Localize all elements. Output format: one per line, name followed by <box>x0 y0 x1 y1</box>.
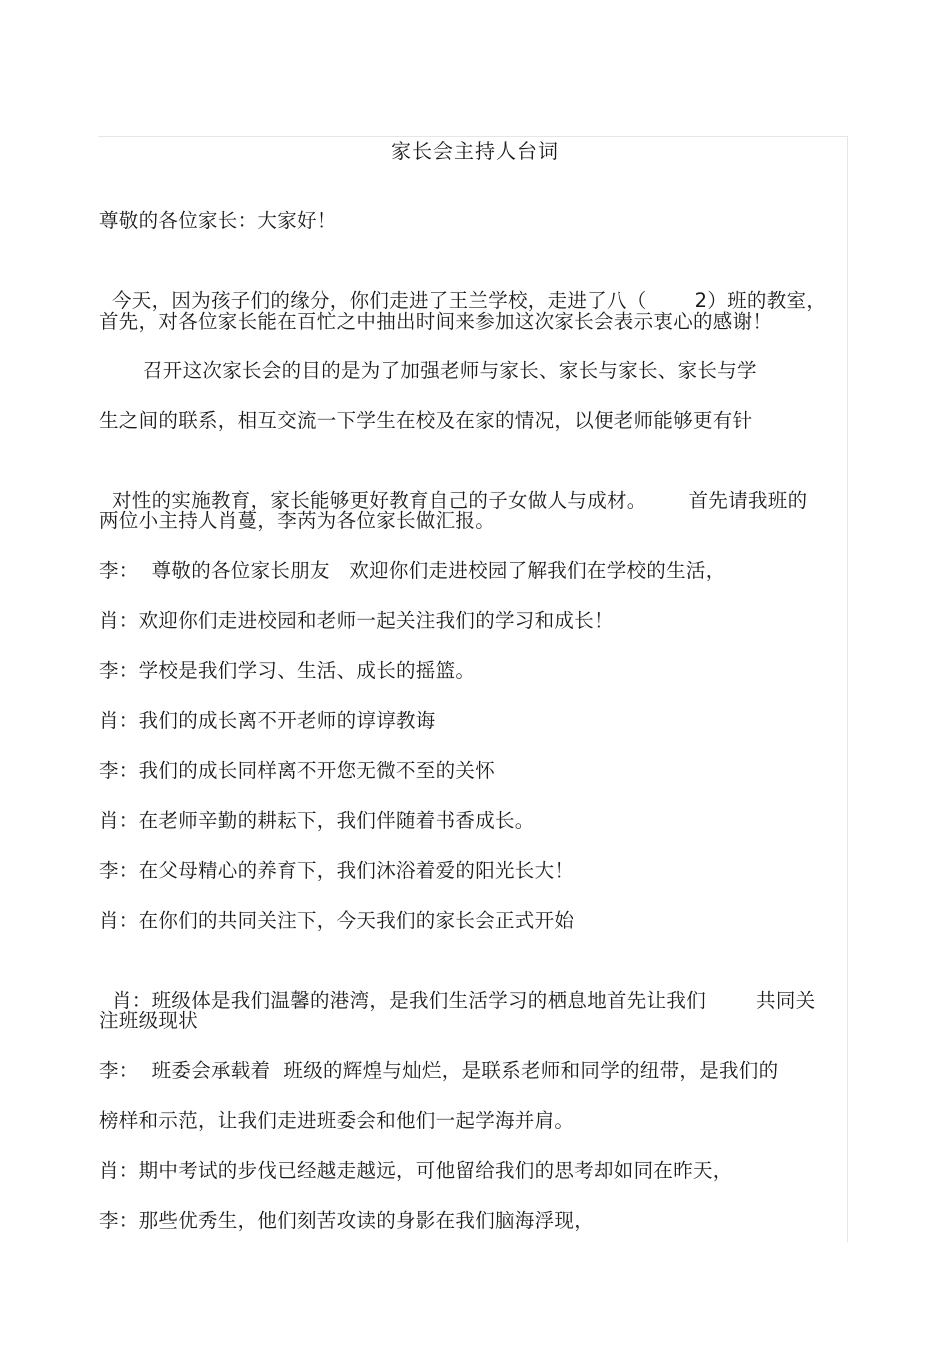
text-line: 肖：期中考试的步伐已经越走越远，可他留给我们的思考却如同在昨天， <box>99 1159 733 1182</box>
text-line <box>99 956 815 1016</box>
text-line: 李：那些优秀生，他们刻苦攻读的身影在我们脑海浮现， <box>99 1209 595 1232</box>
text-line: 李：我们的成长同样离不开您无微不至的关怀 <box>99 759 496 782</box>
text-line: 肖：我们的成长离不开老师的谆谆教诲 <box>99 709 436 732</box>
text-line: 李： 尊敬的各位家长朋友 欢迎你们走进校园了解我们在学校的生活， <box>99 559 726 582</box>
text-line: 肖：在你们的共同关注下，今天我们的家长会正式开始 <box>99 909 575 932</box>
text-line: 生之间的联系，相互交流一下学生在校及在家的情况，以便老师能够更有针 <box>99 409 753 432</box>
page-border-right <box>847 136 848 1242</box>
text-line: 肖：欢迎你们走进校园和老师一起关注我们的学习和成长！ <box>99 609 614 632</box>
text-line: 两位小主持人肖蔓，李芮为各位家长做汇报。 <box>99 509 496 532</box>
text-fragment: 首先请我班的 <box>688 489 808 512</box>
text-fragment: 今天，因为孩子们的缘分，你们走进了王兰学校，走进了八（ <box>112 289 647 312</box>
text-line: 李：在父母精心的养育下，我们沐浴着爱的阳光长大！ <box>99 859 575 882</box>
text-fragment: 对性的实施教育，家长能够更好教育自己的子女做人与成材。 <box>112 489 647 512</box>
text-line: 召开这次家长会的目的是为了加强老师与家长、家长与家长、家长与学 <box>143 359 757 382</box>
text-fragment: 肖：班级体是我们温馨的港湾，是我们生活学习的栖息地首先让我们 <box>112 989 707 1012</box>
text-line: 李： 班委会承载着 班级的辉煌与灿烂，是联系老师和同学的纽带，是我们的 <box>99 1059 779 1082</box>
text-line: 肖：在老师辛勤的耕耘下，我们伴随着书香成长。 <box>99 809 535 832</box>
text-line: 榜样和示范，让我们走进班委会和他们一起学海并肩。 <box>99 1109 575 1132</box>
text-line: 首先，对各位家长能在百忙之中抽出时间来参加这次家长会表示衷心的感谢！ <box>99 310 773 333</box>
text-fragment: 共同关 <box>756 989 816 1012</box>
text-line: 尊敬的各位家长：大家好！ <box>99 209 337 232</box>
text-line: 注班级现状 <box>99 1009 199 1032</box>
document-title: 家长会主持人台词 <box>391 139 559 163</box>
text-line: 李：学校是我们学习、生活、成长的摇篮。 <box>99 659 476 682</box>
text-fragment: 2）班的教室， <box>694 289 827 312</box>
